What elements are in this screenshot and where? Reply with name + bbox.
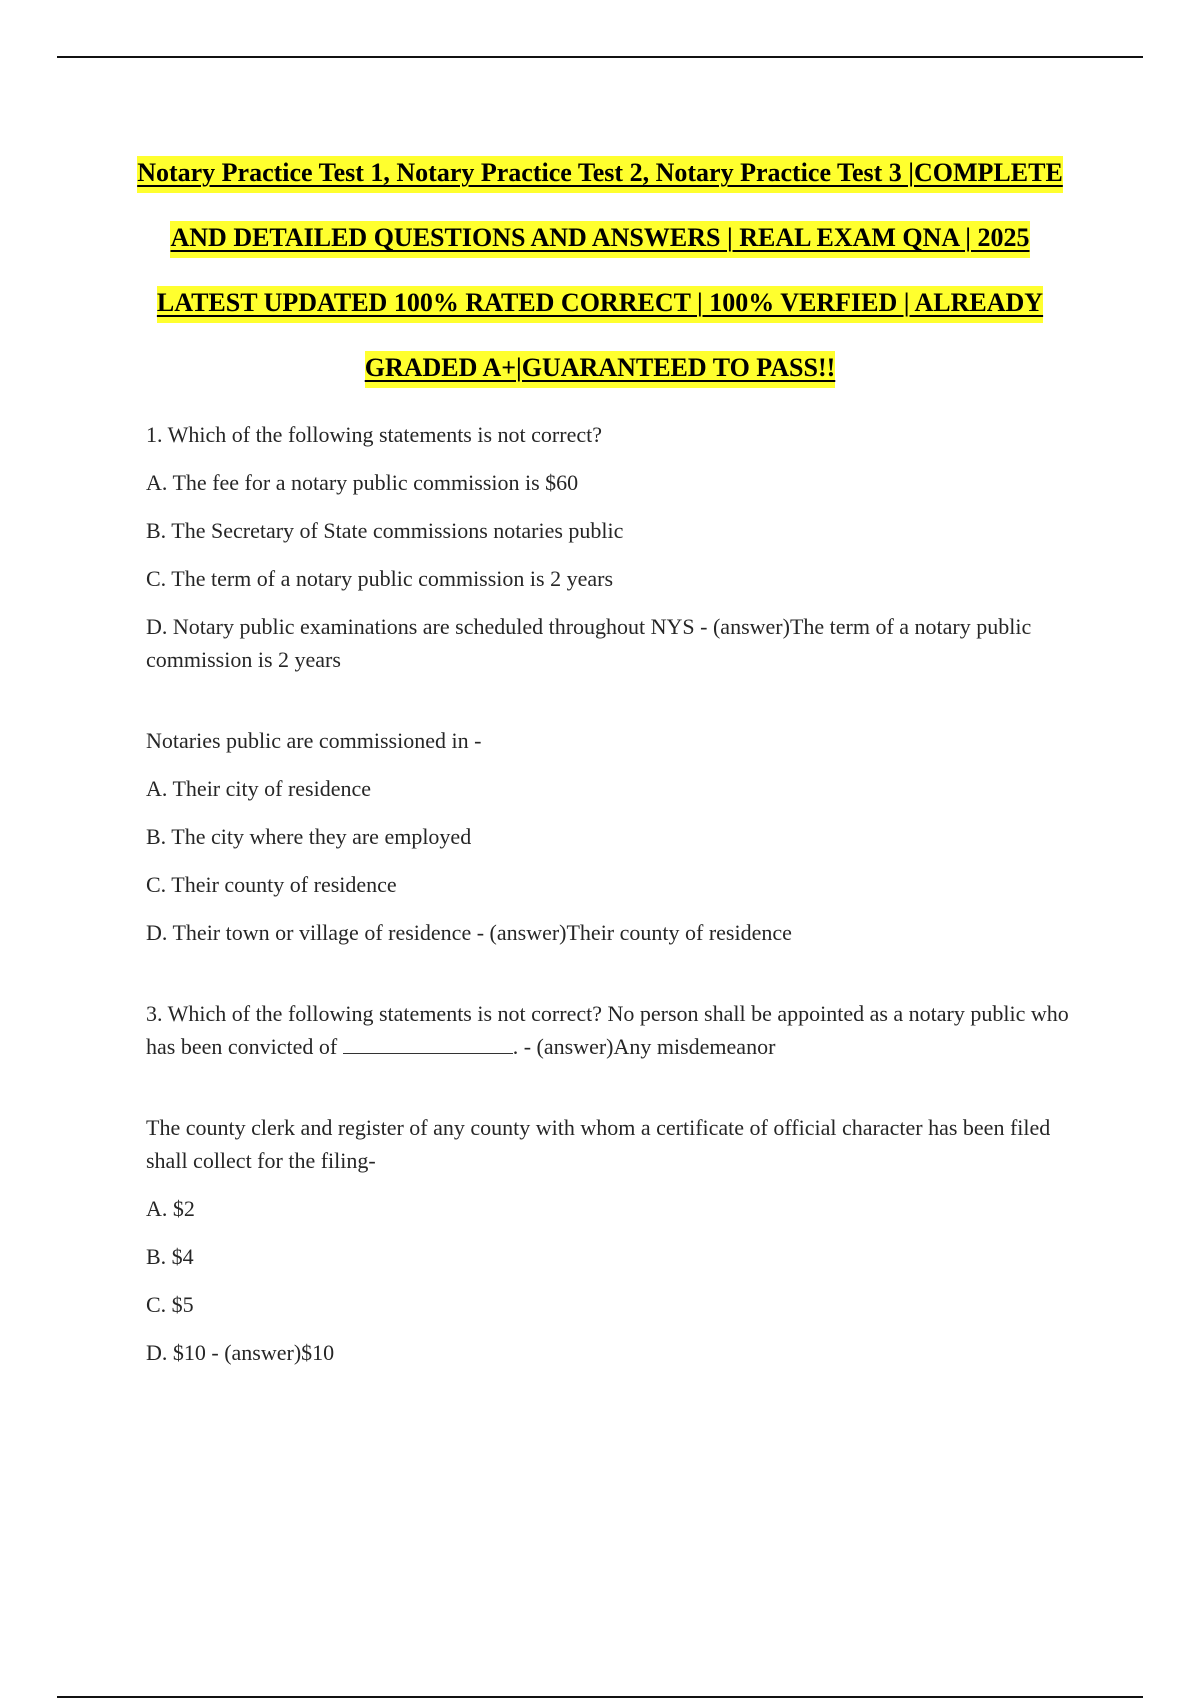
- document-body: [146, 418, 1076, 1384]
- stem-after-blank: . - (answer)Any misdemeanor: [512, 1034, 776, 1059]
- option-a: A. Their city of residence: [146, 776, 372, 801]
- question-1: [146, 418, 1076, 676]
- option-b: B. The Secretary of State commissions notaries public: [146, 518, 624, 543]
- fill-in-blank-line: [343, 1033, 513, 1054]
- option-d: D. Notary public examinations are scheduled throughout NYS - (answer)The term of a notary public commission is 2 years: [146, 614, 1032, 672]
- option-c: C. $5: [146, 1292, 194, 1317]
- question-stem: 1. Which of the following statements is not correct?: [146, 422, 602, 447]
- option-d: D. Their town or village of residence - (answer)Their county of residence: [146, 920, 792, 945]
- question-stem: The county clerk and register of any county with whom a certificate of official character has been filed shall collect for the filing-: [146, 1115, 1051, 1173]
- option-d: D. $10 - (answer)$10: [146, 1340, 335, 1365]
- question-2: [146, 724, 1076, 949]
- question-stem: [146, 997, 1076, 1063]
- question-4: [146, 1111, 1076, 1369]
- option-c: C. Their county of residence: [146, 872, 397, 897]
- stem-before-blank: 3. Which of the following statements is not correct? No person shall be appointed as a notary public who has been convicted of: [146, 1001, 1069, 1059]
- document-title: [130, 140, 1070, 400]
- option-b: B. $4: [146, 1244, 194, 1269]
- footer-rule: [57, 1696, 1143, 1698]
- option-b: B. The city where they are employed: [146, 824, 472, 849]
- option-c: C. The term of a notary public commission is 2 years: [146, 566, 614, 591]
- document-title-text: Notary Practice Test 1, Notary Practice Test 2, Notary Practice Test 3 |COMPLETE AND DETAILED QUESTIONS AND ANSWERS | REAL EXAM QNA | 2025 LATEST UPDATED 100% RATED CORRECT | 100% VERFIED | ALREADY GRADED A+|GUARANTEED TO PASS!!: [137, 156, 1063, 388]
- question-stem: Notaries public are commissioned in -: [146, 728, 482, 753]
- option-a: A. $2: [146, 1196, 195, 1221]
- option-a: A. The fee for a notary public commission is $60: [146, 470, 579, 495]
- question-3: [146, 997, 1076, 1063]
- header-rule: [57, 56, 1143, 58]
